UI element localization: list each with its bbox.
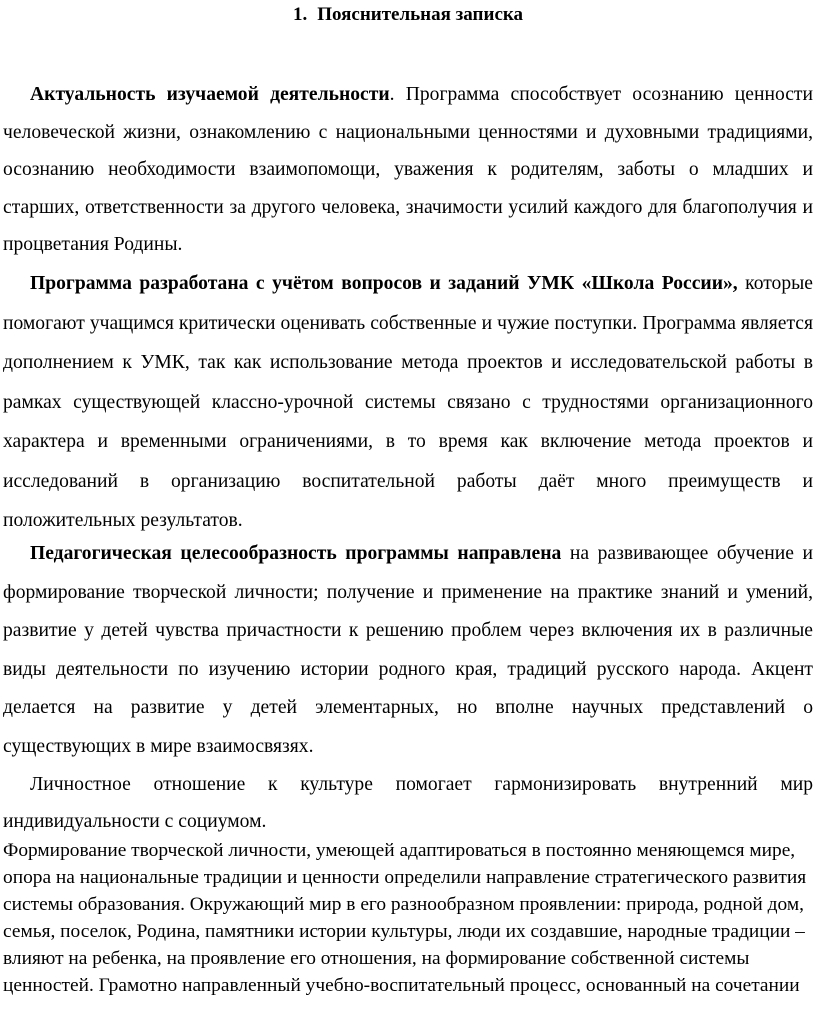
paragraph-lead: Программа разработана с учётом вопросов и заданий УМК «Школа России», (30, 273, 738, 294)
paragraph-text: . Программа способствует осознанию ценности человеческой жизни, ознакомлению с национальными ценностями и духовными традициями, осознанию необходимости взаимопомощи, уважения к родителям, заботы о младших и старших, ответственности за другого человека, значимости усилий каждого для благополучия и процветания Родины. (3, 84, 813, 256)
section-heading (0, 4, 816, 26)
paragraph-lead: Педагогическая целесообразность программы направлена (30, 543, 562, 564)
section-number: 1. (292, 4, 308, 25)
paragraph-lead: Актуальность изучаемой деятельности (30, 84, 390, 105)
paragraph-relevance (3, 76, 813, 264)
paragraph-pedagogical (3, 535, 813, 766)
paragraph-personality (3, 838, 813, 999)
paragraph-culture (3, 767, 813, 840)
paragraph-text: Формирование творческой личности, умеющей адаптироваться в постоянно меняющемся мире, опора на национальные традиции и ценности определили направление стратегического развития системы образования. Окружающий мир в его разнообразном проявлении: природа, родной дом, семья, поселок, Родина, памятники истории культуры, люди их создавшие, народные традиции – влияют на ребенка, на проявление его отношения, на формирование собственной системы ценностей. Грамотно направленный учебно-воспитательный процесс, основанный на сочетании (3, 840, 807, 996)
paragraph-text: на развивающее обучение и формирование творческой личности; получение и применение на практике знаний и умений, развитие у детей чувства причастности к решению проблем через включения их в различные виды деятельности по изучению истории родного края, традиций русского народа. Акцент делается на развитие у детей элементарных, но вполне научных представлений о существующих в мире взаимосвязях. (3, 543, 813, 757)
section-title: Пояснительная записка (317, 4, 524, 25)
paragraph-text: которые помогают учащимся критически оценивать собственные и чужие поступки. Программа является дополнением к УМК, так как использование метода проектов и исследовательской работы в рамках существующей классно-урочной системы связано с трудностями организационного характера и временными ограничениями, в то время как включение метода проектов и исследований в организацию воспитательной работы даёт много преимуществ и положительных результатов. (3, 273, 813, 531)
paragraph-text: Личностное отношение к культуре помогает гармонизировать внутренний мир индивидуальности с социумом. (3, 774, 813, 832)
paragraph-program-umk (3, 264, 813, 541)
